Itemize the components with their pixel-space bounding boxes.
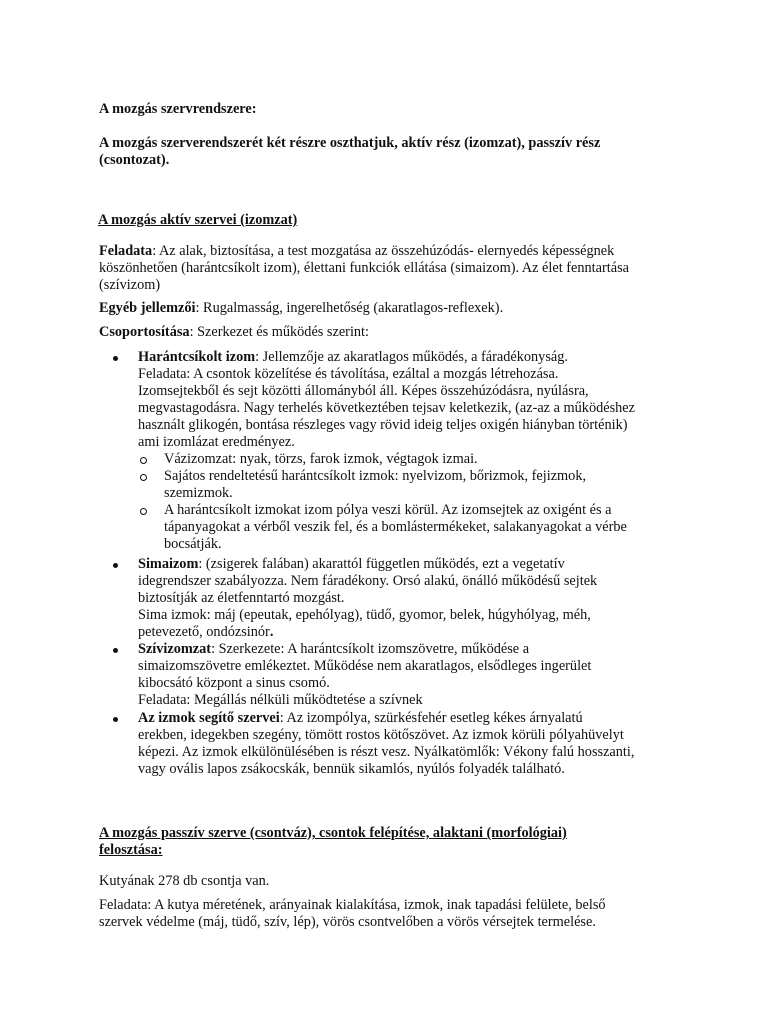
feladata-text: (szívizom): [99, 277, 161, 293]
egyeb-paragraph: [99, 300, 503, 317]
bullet-simaizom: [99, 556, 689, 641]
bullet-text: : Az izompólya, szürkésfehér esetleg kékes árnyalatú: [279, 710, 583, 726]
bullet-text: petevezető, ondózsinór: [138, 624, 270, 640]
bullet-szivizomzat: [99, 641, 689, 709]
bullet-icon: [113, 717, 118, 722]
passive-feladata-paragraph: [99, 897, 689, 931]
intro-line: (csontozat).: [99, 152, 170, 168]
bullet-text: képezi. Az izmok elkülönülésében is részt vesz. Nyálkatömlők: Vékony falú hosszanti,: [138, 744, 635, 760]
passive-feladata-text: Feladata: A kutya méretének, arányainak kialakítása, izmok, inak tapadási felülete, belső: [99, 897, 606, 913]
circle-bullet-icon: [140, 457, 147, 464]
passive-feladata-text: szervek védelme (máj, tüdő, szív, lép), vörös csontvelőben a vörös vérsejtek termelése.: [99, 914, 596, 930]
sub-bullet-text: Sajátos rendeltetésű harántcsíkolt izmok: nyelvizom, bőrizmok, fejizmok,: [164, 468, 587, 484]
sub-bullet: [138, 468, 689, 502]
passive-heading: [99, 825, 689, 859]
bullet-text: Sima izmok: máj (epeutak, epehólyag), tüdő, gyomor, belek, húgyhólyag, méh,: [138, 607, 591, 623]
bullet-label: Szívizomzat: [138, 641, 212, 657]
intro-paragraph: [99, 135, 689, 169]
bullet-text: simaizomszövetre emlékeztet. Működése nem akaratlagos, elsődleges ingerület: [138, 658, 592, 674]
passive-heading-line: A mozgás passzív szerve (csontváz), csontok felépítése, alaktani (morfológiai): [99, 825, 567, 841]
sub-bullet: [138, 502, 689, 553]
bullet-text: : Jellemzője az akaratlagos működés, a fáradékonyság.: [255, 349, 568, 365]
bullet-icon: [113, 648, 118, 653]
bullet-text: vagy ovális lapos zsákocskák, bennük sikamlós, nyúlós folyadék található.: [138, 761, 565, 777]
csoport-text: : Szerkezet és működés szerint:: [189, 324, 370, 340]
sub-bullet-text: tápanyagokat a vérből veszik fel, és a bomlástermékeket, salakanyagokat a vérbe: [164, 519, 627, 535]
feladata-paragraph: [99, 243, 689, 294]
circle-bullet-icon: [140, 508, 147, 515]
bullet-text: : Szerkezete: A harántcsíkolt izomszövetre, működése a: [211, 641, 530, 657]
bullet-text: Feladata: A csontok közelítése és távolítása, ezáltal a mozgás létrehozása.: [138, 366, 559, 382]
bullet-text: Izomsejtekből és sejt közötti állományból áll. Képes összehúzódásra, nyúlásra,: [138, 383, 589, 399]
bullet-label: Simaizom: [138, 556, 199, 572]
bullet-label: Az izmok segítő szervei: [138, 710, 280, 726]
bone-count-text: Kutyának 278 db csontja van.: [99, 873, 270, 889]
bullet-label: Harántcsíkolt izom: [138, 349, 256, 365]
bullet-segito-szervek: [99, 710, 689, 778]
bullet-text: ami izomlázat eredményez.: [138, 434, 295, 450]
bullet-icon: [113, 356, 118, 361]
doc-title: A mozgás szervrendszere:: [99, 101, 257, 117]
bullet-text: kibocsátó központ a sinus csomó.: [138, 675, 330, 691]
sub-bullet-text: Vázizomzat: nyak, törzs, farok izmok, végtagok izmai.: [164, 451, 478, 467]
feladata-text: köszönhetően (harántcsíkolt izom), élettani funkciók ellátása (simaizom). Az élet fenntartása: [99, 260, 629, 276]
csoport-paragraph: [99, 324, 369, 341]
bullet-text: .: [269, 624, 274, 640]
bullet-harantcsikolt: [99, 349, 689, 553]
sub-bullet-text: szemizmok.: [164, 485, 233, 501]
intro-line: A mozgás szerverendszerét két részre oszthatjuk, aktív rész (izomzat), passzív rész: [99, 135, 601, 151]
sub-bullet: [138, 451, 689, 468]
egyeb-label: Egyéb jellemzői: [99, 300, 196, 316]
bullet-text: idegrendszer szabályozza. Nem fáradékony. Orsó alakú, önálló működésű sejtek: [138, 573, 598, 589]
sub-bullet-text: bocsátják.: [164, 536, 222, 552]
bullet-text: biztosítják az életfenntartó mozgást.: [138, 590, 345, 606]
bullet-text: : (zsigerek falában) akarattól független működés, ezt a vegetatív: [198, 556, 565, 572]
csoport-label: Csoportosítása: [99, 324, 190, 340]
bullet-text: erekben, idegekben szegény, tömött rostos kötőszövet. Az izmok körüli pólyahüvelyt: [138, 727, 624, 743]
bullet-icon: [113, 563, 118, 568]
passive-heading-line: felosztása:: [99, 842, 163, 858]
active-heading: A mozgás aktív szervei (izomzat): [98, 212, 298, 228]
bullet-text: Feladata: Megállás nélküli működtetése a szívnek: [138, 692, 423, 708]
feladata-label: Feladata: [99, 243, 153, 259]
egyeb-text: : Rugalmasság, ingerelhetőség (akaratlagos-reflexek).: [195, 300, 504, 316]
bullet-text: használt glikogén, bontása részleges vagy rövid ideig teljes oxigén hiányban történik): [138, 417, 628, 433]
bullet-text: megvastagodásra. Nagy terhelés következtében tejsav keletkezik, (az-az a működéshez: [138, 400, 635, 416]
feladata-text: : Az alak, biztosítása, a test mozgatása az összehúzódás- elernyedés képességnek: [152, 243, 615, 259]
circle-bullet-icon: [140, 474, 147, 481]
sub-bullet-text: A harántcsíkolt izmokat izom pólya veszi körül. Az izomsejtek az oxigént és a: [164, 502, 612, 518]
